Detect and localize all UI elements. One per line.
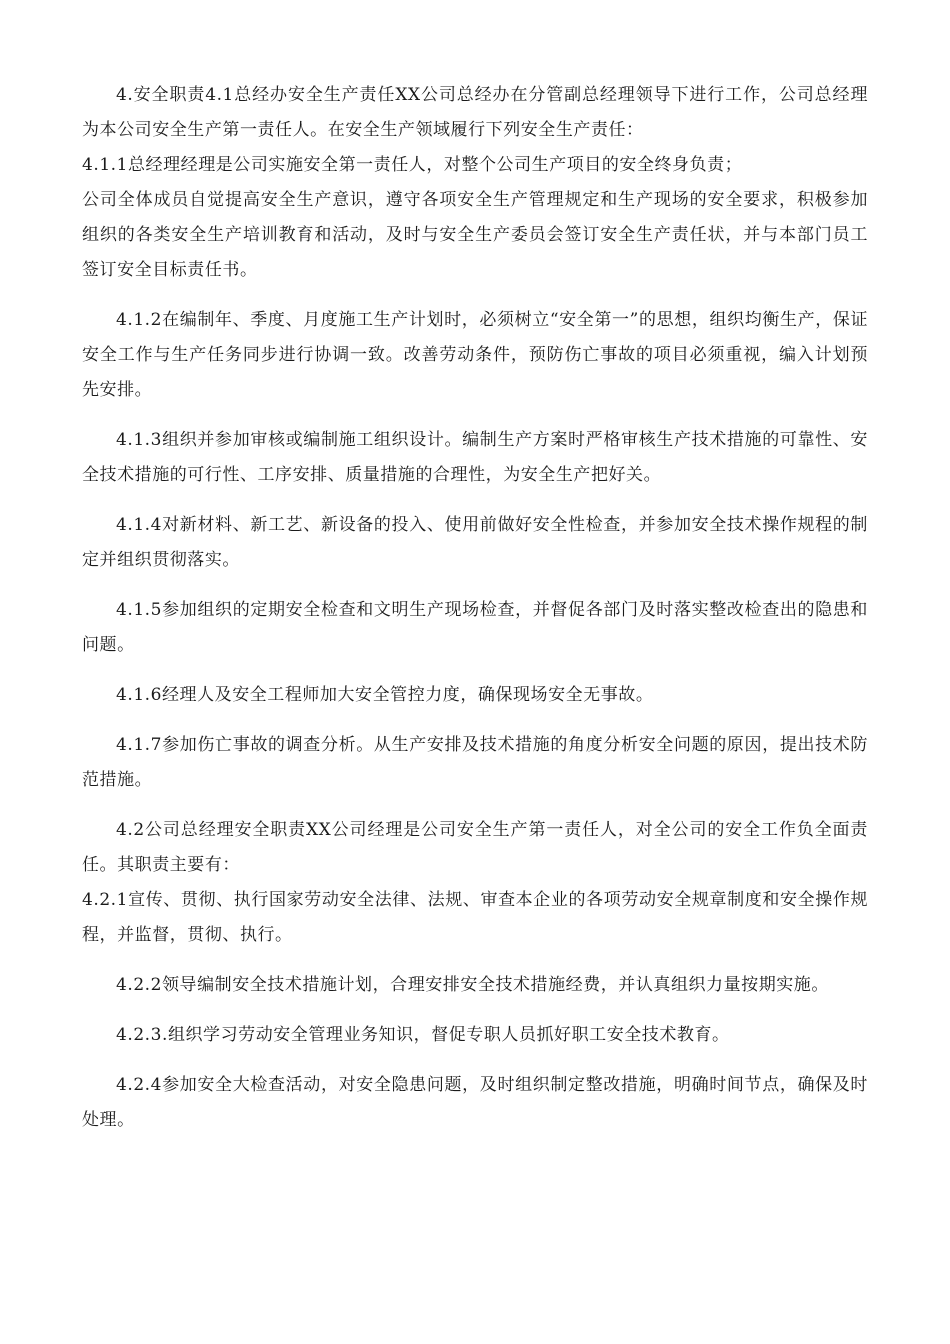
paragraph-4-1-6: 4.1.6经理人及安全工程师加大安全管控力度，确保现场安全无事故。: [116, 685, 654, 705]
paragraph-all-staff: 公司全体成员自觉提高安全生产意识，遵守各项安全生产管理规定和生产现场的安全要求，积极参加组织的各类安全生产培训教育和活动，及时与安全生产委员会签订安全生产责任状，并与本部门员工签订安全目标责任书。: [82, 190, 868, 280]
paragraph-4-2: 4.2公司总经理安全职责XX公司经理是公司安全生产第一责任人，对全公司的安全工作负全面责任。其职责主要有：: [82, 820, 868, 875]
document-page: [82, 78, 868, 1138]
paragraph-4-1: 4.安全职责4.1总经办安全生产责任XX公司总经办在分管副总经理领导下进行工作，公司总经理为本公司安全生产第一责任人。在安全生产领域履行下列安全生产责任：: [82, 85, 868, 140]
paragraph-4-2-4: 4.2.4参加安全大检查活动，对安全隐患问题，及时组织制定整改措施，明确时间节点，确保及时处理。: [82, 1075, 868, 1130]
paragraph-4-2-2: 4.2.2领导编制安全技术措施计划，合理安排安全技术措施经费，并认真组织力量按期实施。: [116, 975, 829, 995]
paragraph-4-1-3: 4.1.3组织并参加审核或编制施工组织设计。编制生产方案时严格审核生产技术措施的可靠性、安全技术措施的可行性、工序安排、质量措施的合理性，为安全生产把好关。: [82, 430, 868, 485]
paragraph-4-1-1: 4.1.1总经理经理是公司实施安全第一责任人，对整个公司生产项目的安全终身负责；: [82, 155, 743, 175]
paragraph-4-2-3: 4.2.3.组织学习劳动安全管理业务知识，督促专职人员抓好职工安全技术教育。: [116, 1025, 730, 1045]
paragraph-4-1-4: 4.1.4对新材料、新工艺、新设备的投入、使用前做好安全性检查，并参加安全技术操作规程的制定并组织贯彻落实。: [82, 515, 868, 570]
paragraph-4-1-5: 4.1.5参加组织的定期安全检查和文明生产现场检查，并督促各部门及时落实整改检查出的隐患和问题。: [82, 600, 868, 655]
paragraph-4-1-2: 4.1.2在编制年、季度、月度施工生产计划时，必须树立“安全第一”的思想，组织均衡生产，保证安全工作与生产任务同步进行协调一致。改善劳动条件，预防伤亡事故的项目必须重视，编入计划预先安排。: [82, 310, 868, 400]
paragraph-4-2-1: 4.2.1宣传、贯彻、执行国家劳动安全法律、法规、审查本企业的各项劳动安全规章制度和安全操作规程，并监督，贯彻、执行。: [82, 890, 868, 945]
paragraph-4-1-7: 4.1.7参加伤亡事故的调查分析。从生产安排及技术措施的角度分析安全问题的原因，提出技术防范措施。: [82, 735, 868, 790]
